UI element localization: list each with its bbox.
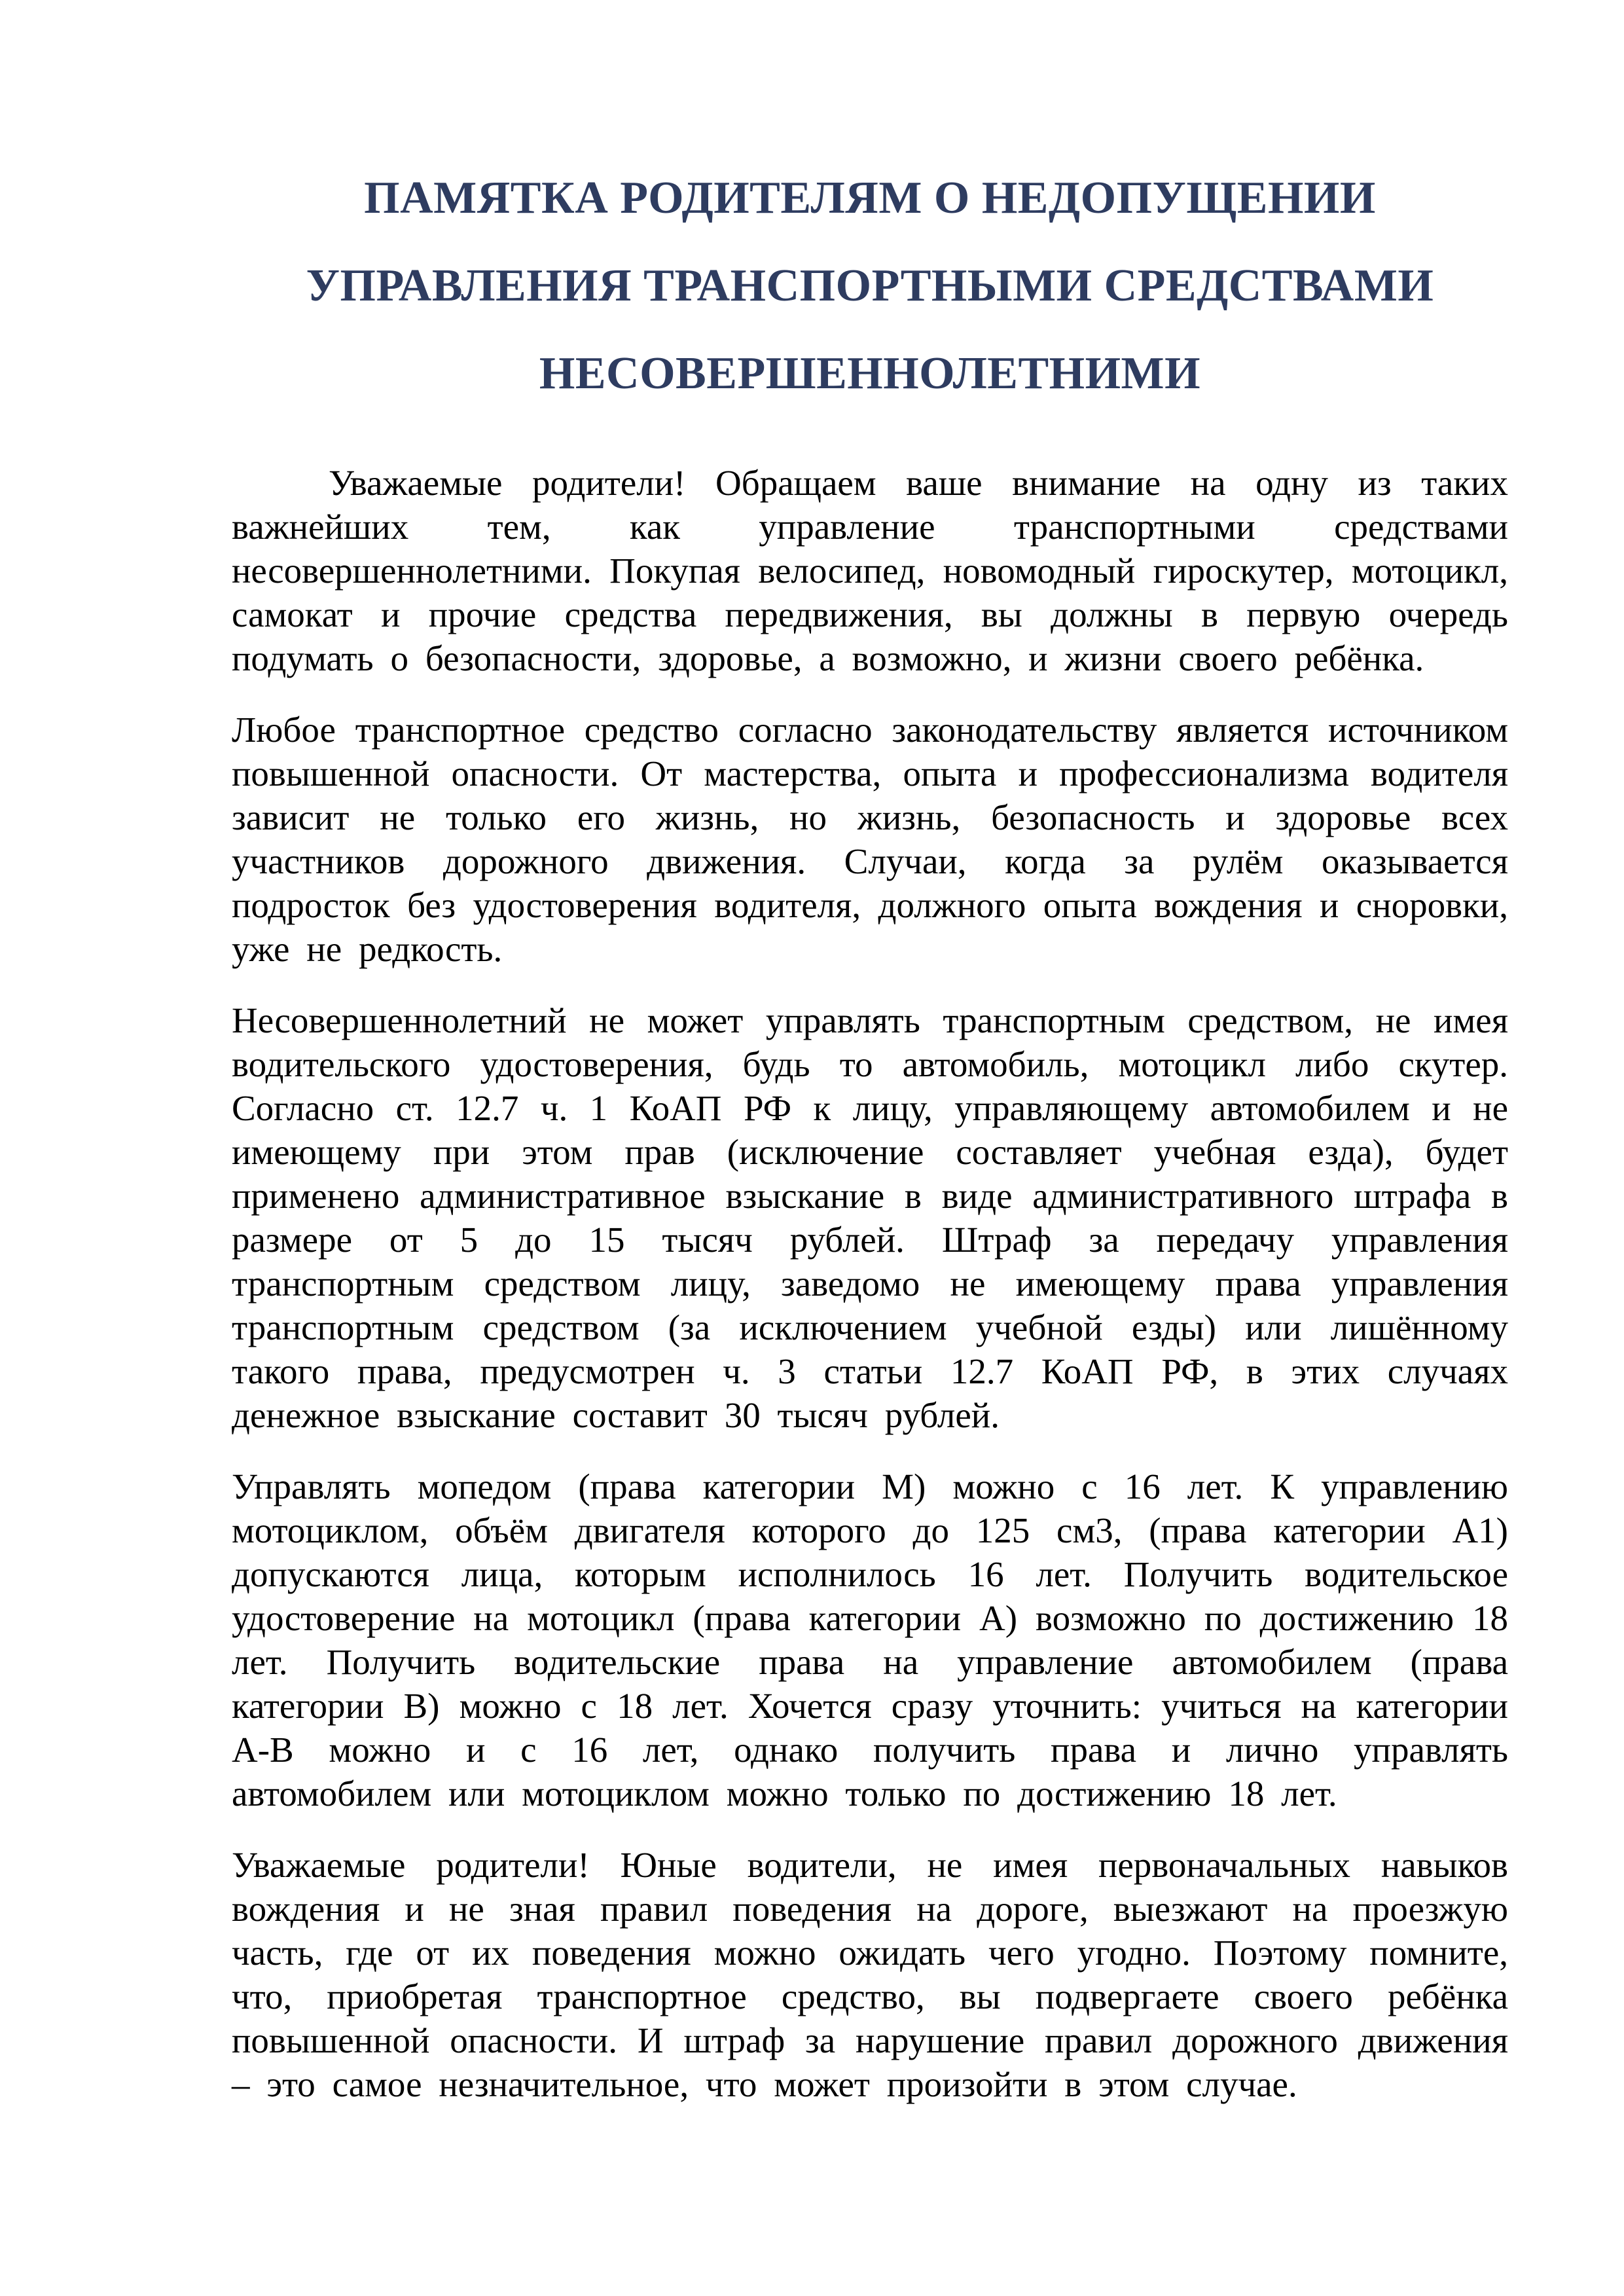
paragraph-danger-source: Любое транспортное средство согласно законодательству является источником повышенной опасности. От мастерства, опыта и профессионализма водителя зависит не только его жизнь, но жизнь, безопасность и здоровье всех участников дорожного движения. Случаи, когда за рулём оказывается подросток без удостоверения водителя, должного опыта вождения и сноровки, уже не редкость.: [232, 710, 1508, 969]
paragraph-fines: Несовершеннолетний не может управлять транспортным средством, не имея водительского удостоверения, будь то автомобиль, мотоцикл либо скутер. Согласно ст. 12.7 ч. 1 КоАП РФ к лицу, управляющему автомобилем и не имеющему при этом прав (исключение составляет учебная езда), будет применено административное взыскание в виде административного штрафа в размере от 5 до 15 тысяч рублей. Штраф за передачу управления транспортным средством лицу, заведомо не имеющему права управления транспортным средством (за исключением учебной езды) или лишённому такого права, предусмотрен ч. 3 статьи 12.7 КоАП РФ, в этих случаях денежное взыскание составит 30 тысяч рублей.: [232, 1000, 1508, 1435]
paragraph-license-categories: Управлять мопедом (права категории М) можно с 16 лет. К управлению мотоциклом, объём двигателя которого до 125 см3, (права категории А1) допускаются лица, которым исполнилось 16 лет. Получить водительское удостоверение на мотоцикл (права категории А) возможно по достижению 18 лет. Получить водительские права на управление автомобилем (права категории В) можно с 18 лет. Хочется сразу уточнить: учиться на категории А-В можно и с 16 лет, однако получить права и лично управлять автомобилем или мотоциклом можно только по достижению 18 лет.: [232, 1467, 1508, 1813]
paragraph-intro: Уважаемые родители! Обращаем ваше внимание на одну из таких важнейших тем, как управление транспортными средствами несовершеннолетними. Покупая велосипед, новомодный гироскутер, мотоцикл, самокат и прочие средства передвижения, вы должны в первую очередь подумать о безопасности, здоровье, а возможно, и жизни своего ребёнка.: [232, 463, 1508, 678]
document-title: ПАМЯТКА РОДИТЕЛЯМ О НЕДОПУЩЕНИИ УПРАВЛЕНИЯ ТРАНСПОРТНЫМИ СРЕДСТВАМИ НЕСОВЕРШЕННОЛЕТНИМИ: [306, 173, 1434, 399]
paragraph-conclusion: Уважаемые родители! Юные водители, не имея первоначальных навыков вождения и не зная правил поведения на дороге, выезжают на проезжую часть, где от их поведения можно ожидать чего угодно. Поэтому помните, что, приобретая транспортное средство, вы подвергаете своего ребёнка повышенной опасности. И штраф за нарушение правил дорожного движения – это самое незначительное, что может произойти в этом случае.: [232, 1845, 1508, 2104]
